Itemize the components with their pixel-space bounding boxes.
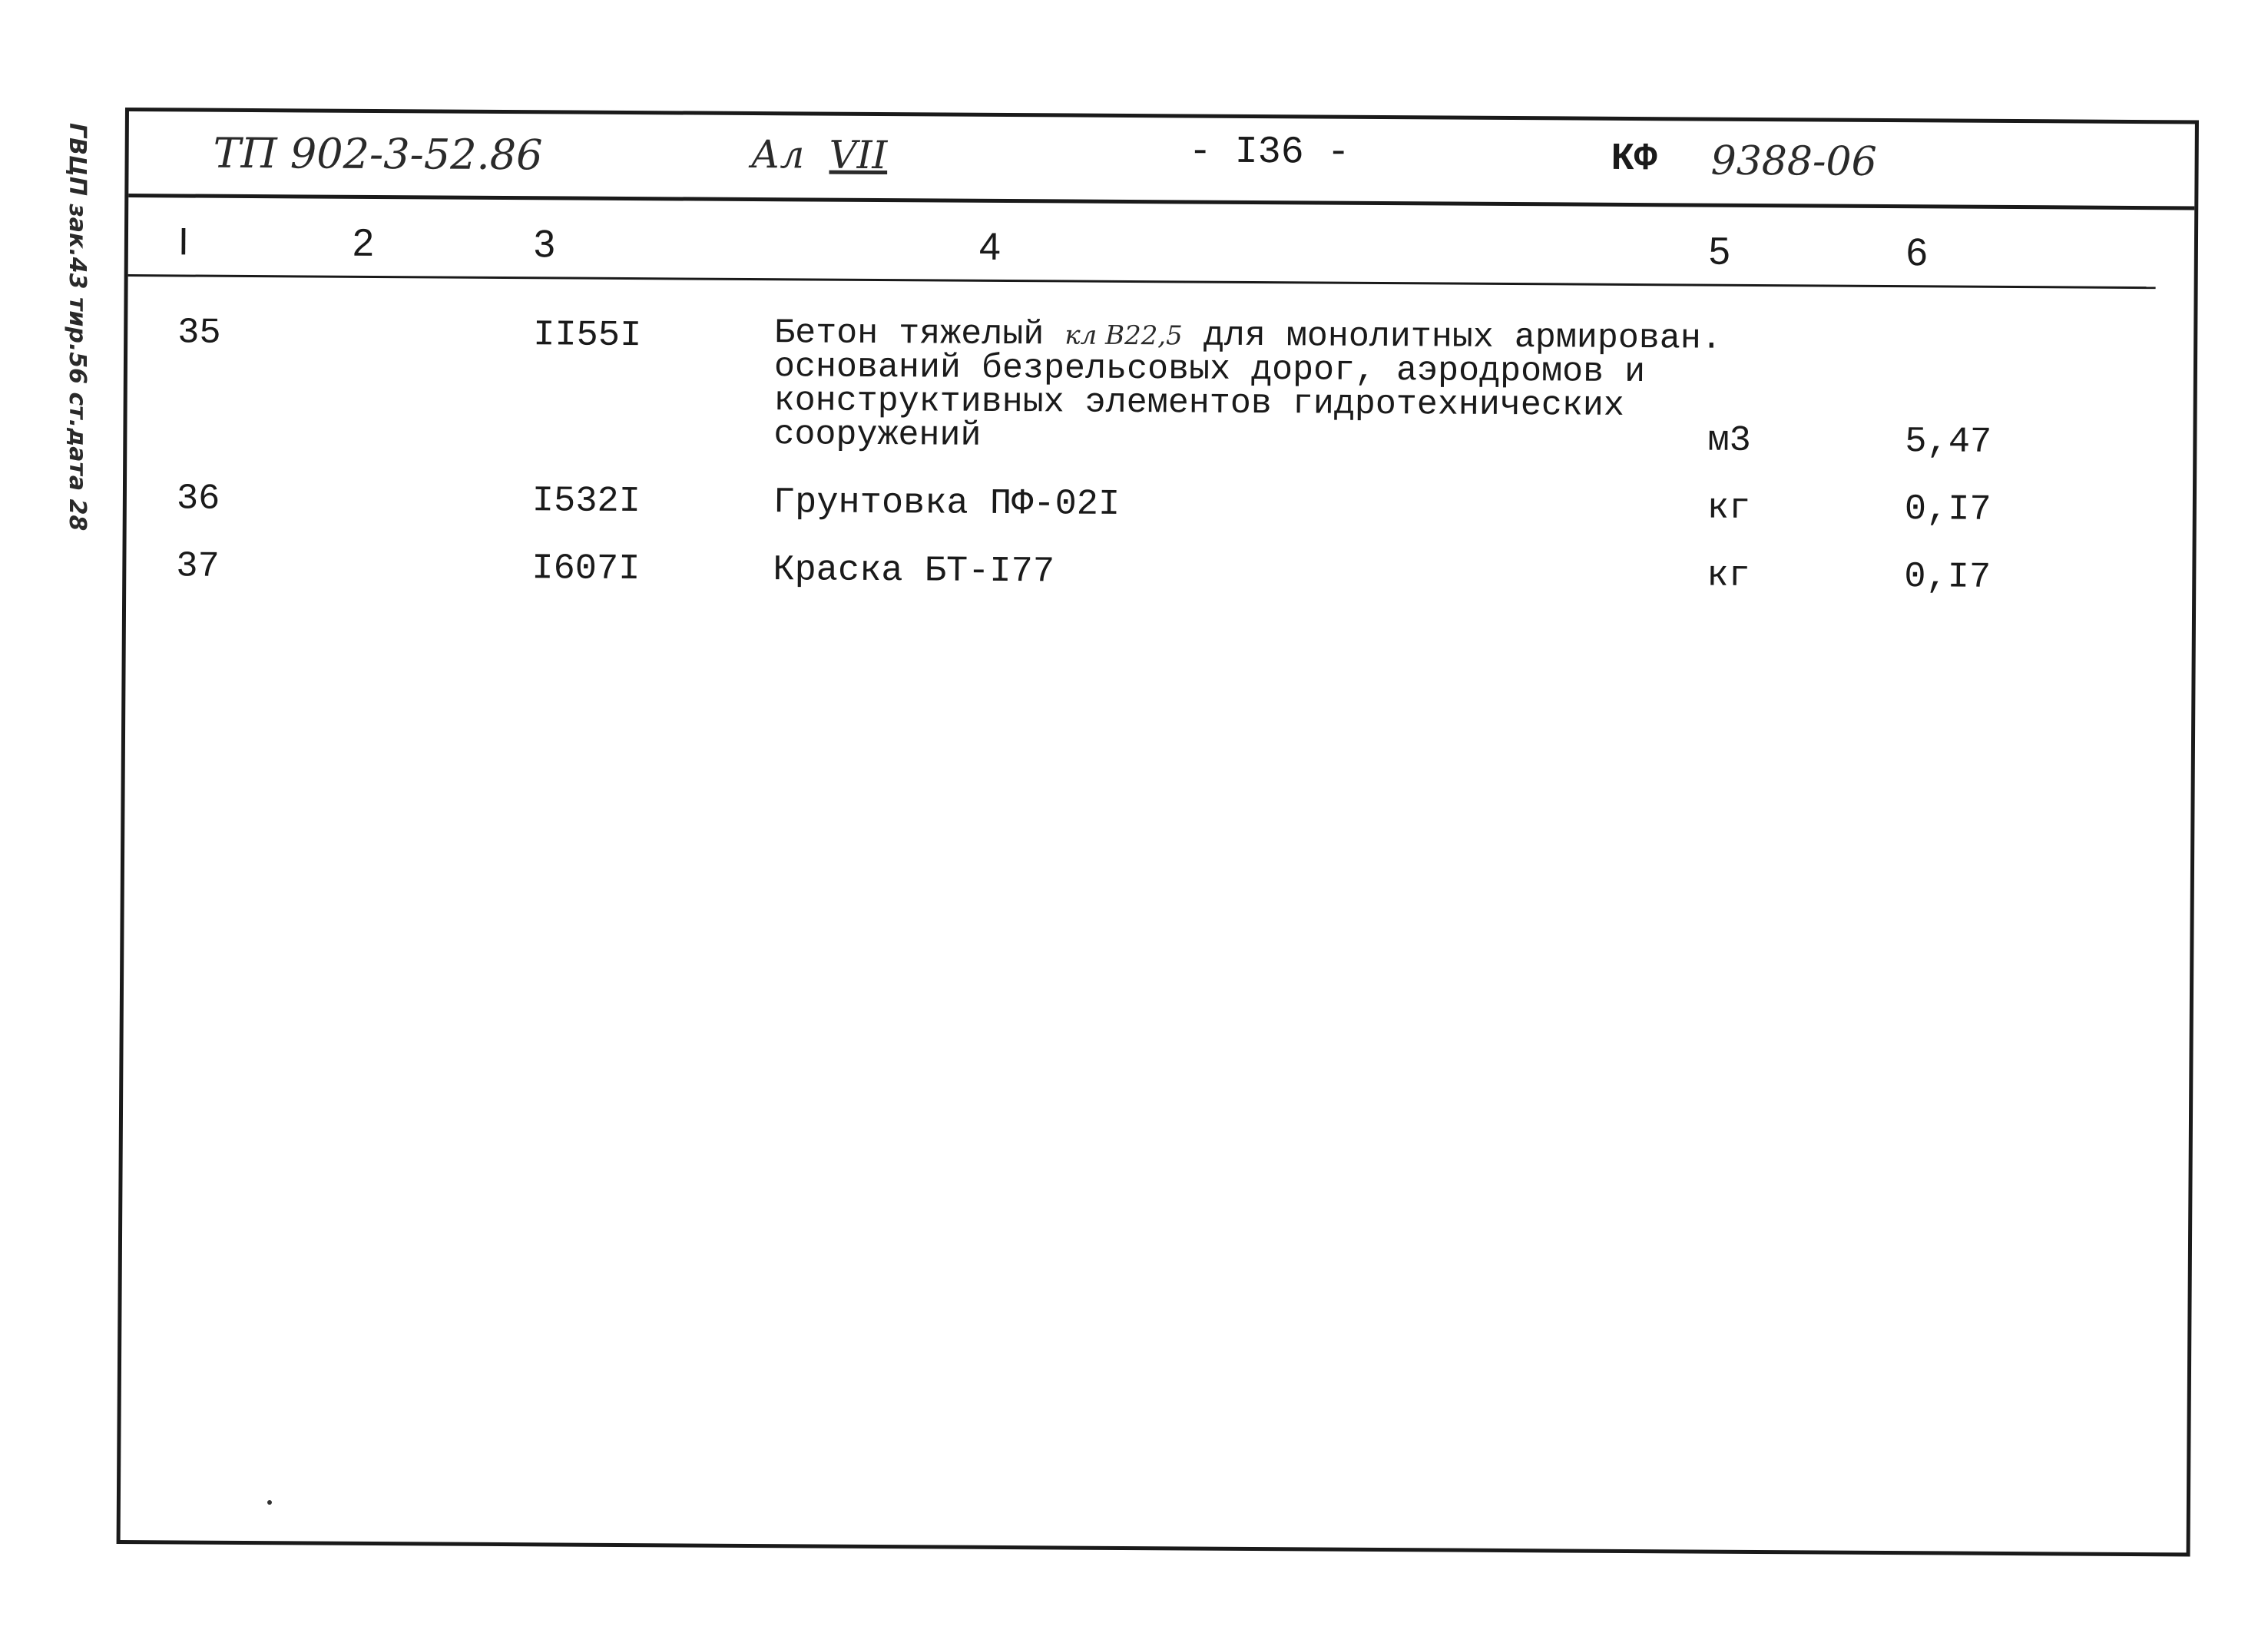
desc-line: Бетон тяжелый <box>774 313 1045 355</box>
column-number: I <box>177 220 190 263</box>
resource-code: I532I <box>531 481 641 523</box>
kf-label: КФ <box>1611 137 1657 182</box>
desc-line: сооружений <box>773 415 982 455</box>
quantity: 0,I7 <box>1904 489 1992 531</box>
unit: м3 <box>1707 420 1751 462</box>
row-number: 36 <box>176 479 220 520</box>
concrete-class-handwritten: кл В22,5 <box>1064 320 1183 352</box>
album-prefix: Ал <box>750 131 805 177</box>
resource-code: II55I <box>533 315 642 357</box>
doc-code: ТП 902-3-52.86 <box>213 128 543 180</box>
kf-number: 9388-06 <box>1710 137 1877 185</box>
desc-line: для монолитных армирован. <box>1203 316 1723 359</box>
album-number: VII <box>829 132 888 178</box>
resource-description: Грунтовка ПФ-02I <box>773 482 1121 525</box>
column-number: 4 <box>978 224 1001 268</box>
row-number: 35 <box>177 313 221 354</box>
column-number: 3 <box>533 222 555 266</box>
unit: кг <box>1707 555 1750 597</box>
resource-description: Краска БТ-I77 <box>773 550 1055 593</box>
quantity: 5,47 <box>1905 422 1992 463</box>
resource-description <box>773 313 1723 458</box>
column-number: 5 <box>1708 229 1730 273</box>
column-number: 6 <box>1905 230 1928 274</box>
resource-code: I607I <box>531 548 641 591</box>
column-number: 2 <box>352 220 374 264</box>
document-frame <box>117 108 2199 1556</box>
desc-line: конструктивных элементов гидротехнических <box>773 381 1625 426</box>
quantity: 0,I7 <box>1904 557 1992 598</box>
desc-line: оснований безрельсовых дорог, аэродромов и <box>773 347 1646 393</box>
page-number: - I36 - <box>1188 130 1350 175</box>
header-divider <box>128 194 2194 210</box>
row-number: 37 <box>176 546 220 588</box>
column-header-divider <box>128 274 2156 289</box>
side-stamp: ГВЦП зак.43 тир.56 ст.дата 28 <box>64 123 91 532</box>
scan-speck <box>267 1500 272 1505</box>
unit: кг <box>1707 488 1751 529</box>
